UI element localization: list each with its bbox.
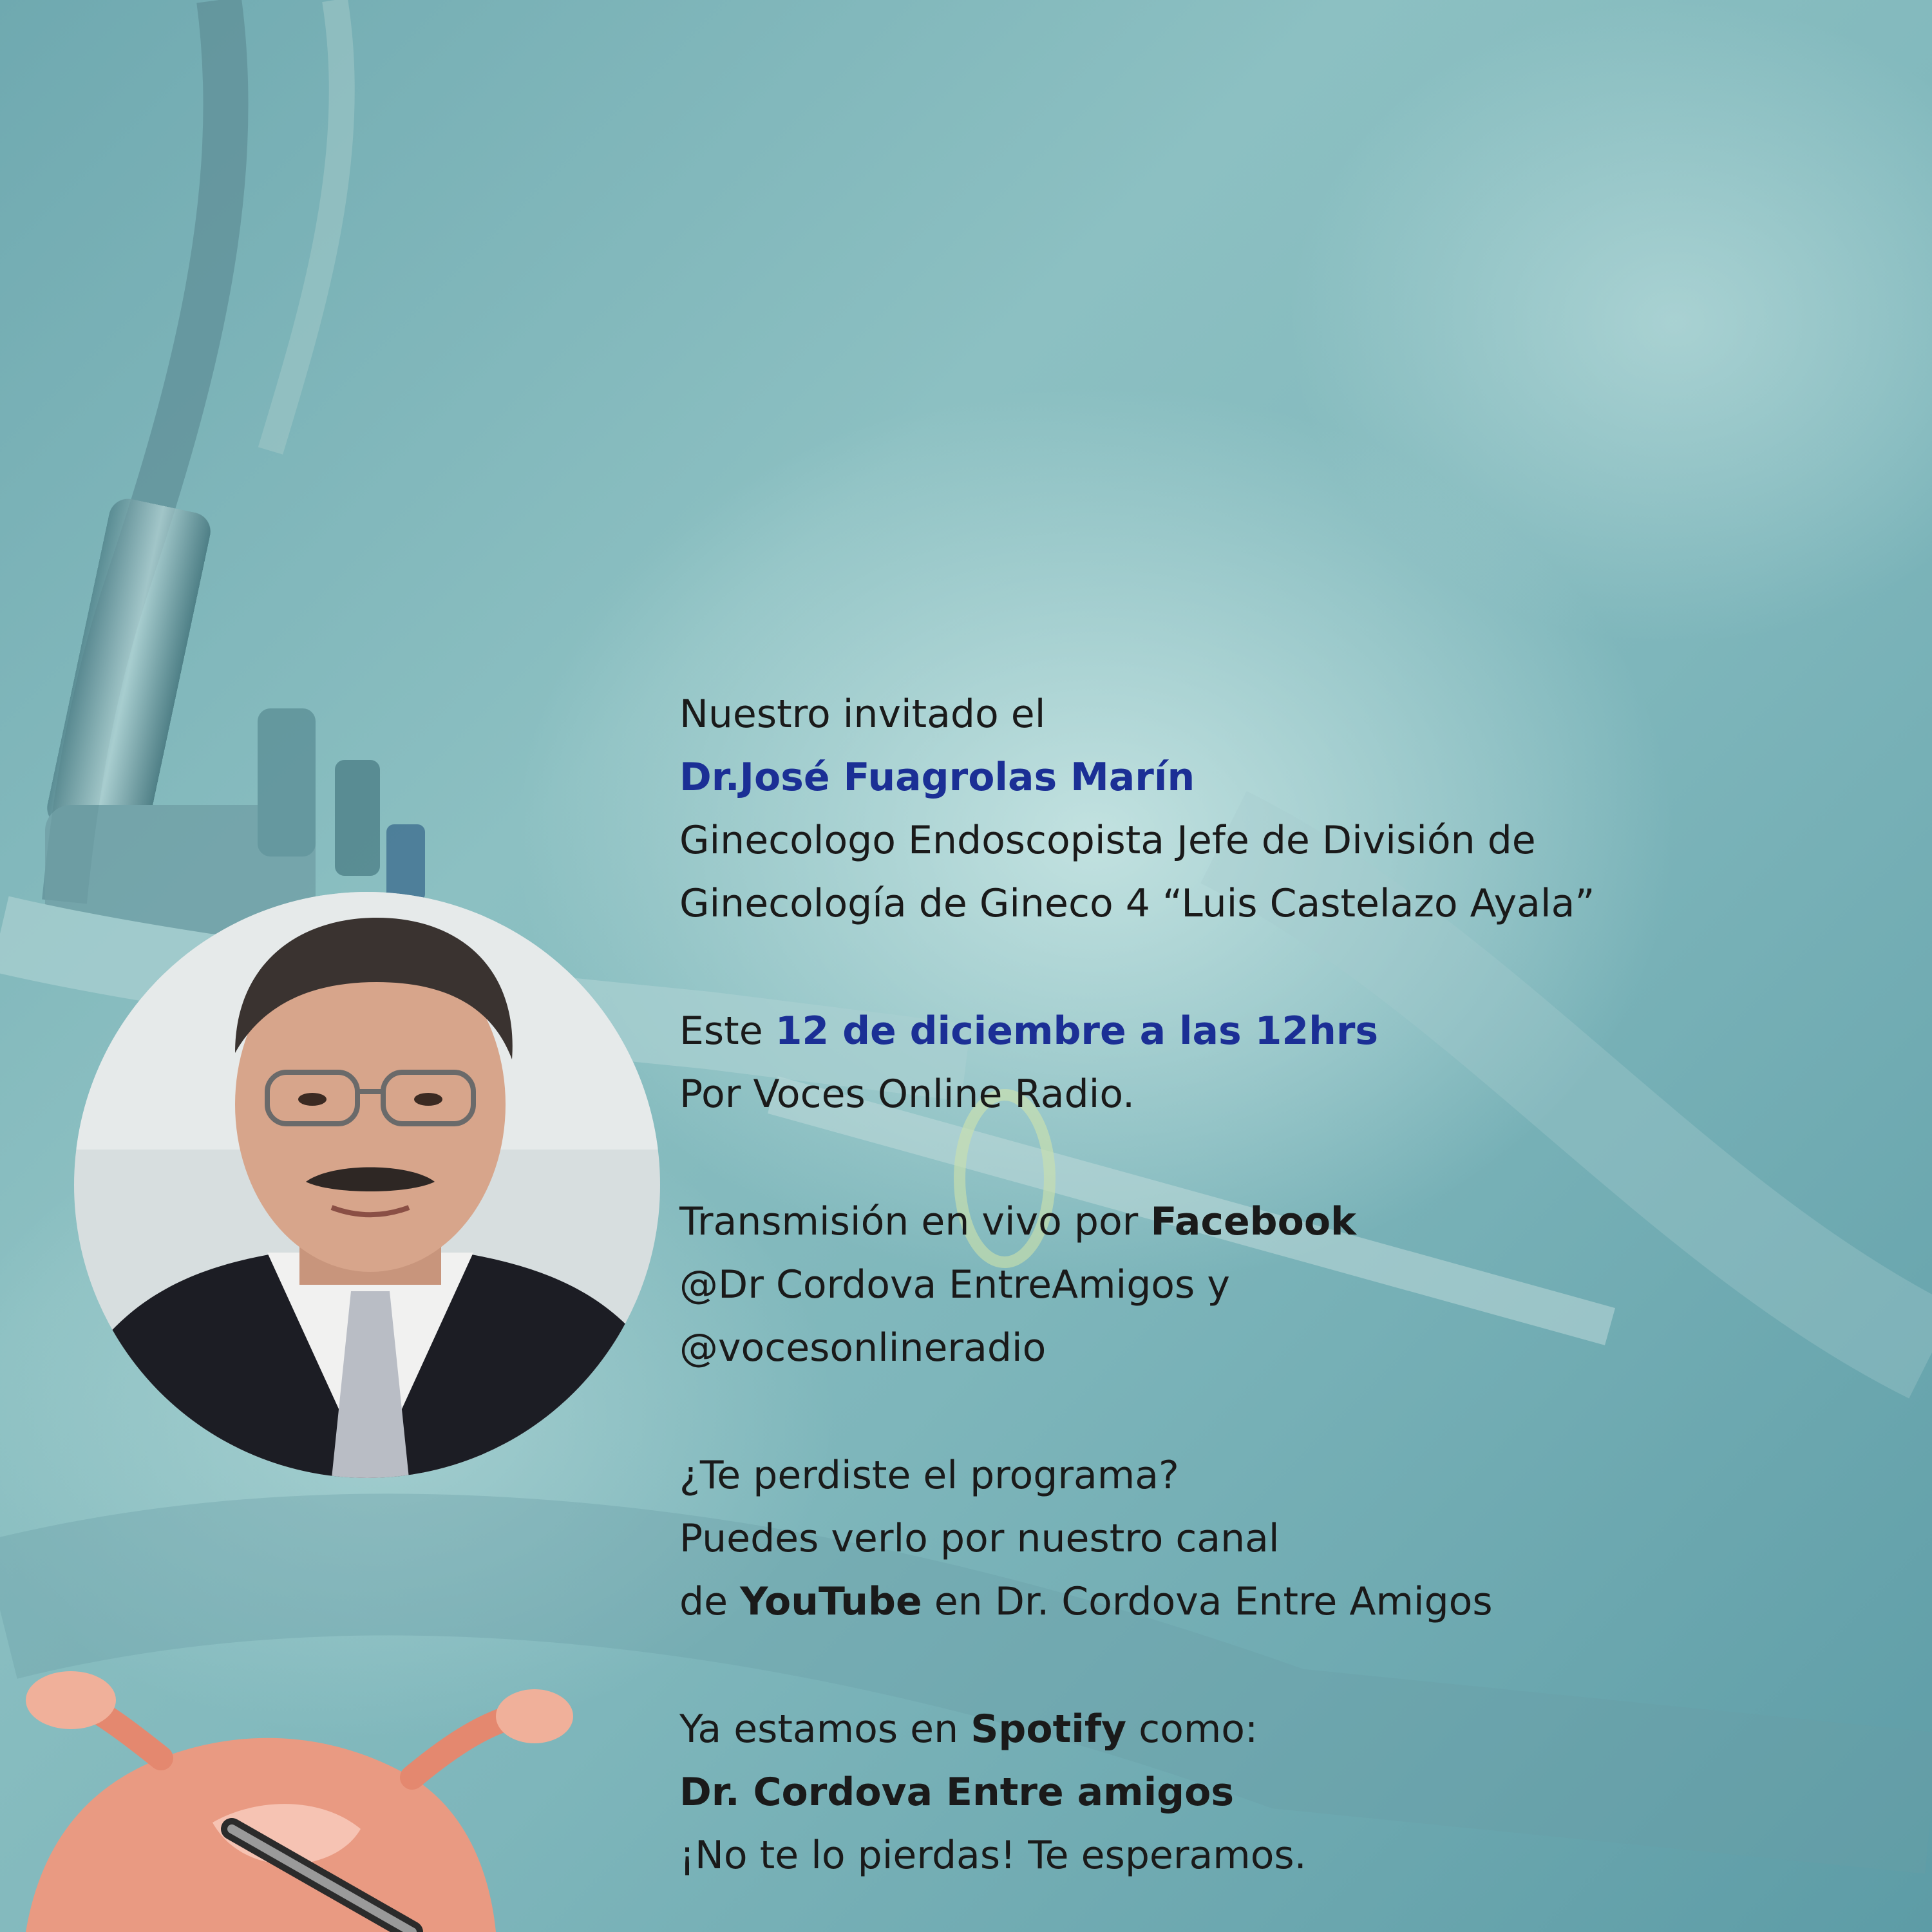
spotify-prefix: Ya estamos en xyxy=(679,1707,971,1752)
schedule-date: 12 de diciembre a las 12hrs xyxy=(775,1009,1379,1054)
live-handle-2: @vocesonlineradio xyxy=(679,1325,1046,1370)
guest-intro: Nuestro invitado el xyxy=(679,692,1046,737)
question-2 xyxy=(0,470,1932,541)
live-platform: Facebook xyxy=(1150,1199,1356,1244)
spotify-line xyxy=(679,1698,1258,1761)
guest-role-line-1: Ginecologo Endoscopista Jefe de División de xyxy=(679,818,1536,863)
replay-line-2: Puedes verlo por nuestro canal xyxy=(679,1516,1280,1561)
schedule-station: Por Voces Online Radio. xyxy=(679,1072,1135,1117)
guest-role-line-2: Ginecología de Gineco 4 “Luis Castelazo Ayala” xyxy=(679,881,1595,926)
replay-prefix: de xyxy=(679,1579,741,1624)
live-prefix: Transmisión en vivo por xyxy=(679,1199,1151,1244)
spotify-platform: Spotify xyxy=(971,1707,1127,1752)
closing-line: ¡No te lo pierdas! Te esperamos. xyxy=(679,1833,1307,1878)
spotify-suffix: como: xyxy=(1126,1707,1258,1752)
title-line-2 xyxy=(0,161,1932,301)
schedule-line xyxy=(679,999,1378,1063)
replay-suffix: en Dr. Cordova Entre Amigos xyxy=(922,1579,1493,1624)
title-line-1 xyxy=(0,32,1932,173)
replay-line-3 xyxy=(679,1570,1493,1633)
schedule-prefix: Este xyxy=(679,1009,775,1054)
spotify-show: Dr. Cordova Entre amigos xyxy=(679,1770,1235,1815)
replay-platform: YouTube xyxy=(740,1579,922,1624)
live-line xyxy=(679,1190,1356,1253)
question-1 xyxy=(0,374,1932,444)
guest-photo xyxy=(74,892,660,1478)
question-3 xyxy=(0,567,1932,638)
uterus-illustration xyxy=(0,1662,580,1932)
live-handle-1: @Dr Cordova EntreAmigos y xyxy=(679,1262,1230,1307)
replay-question: ¿Te perdiste el programa? xyxy=(679,1453,1179,1498)
guest-name: Dr.José Fuagrolas Marín xyxy=(679,755,1195,800)
